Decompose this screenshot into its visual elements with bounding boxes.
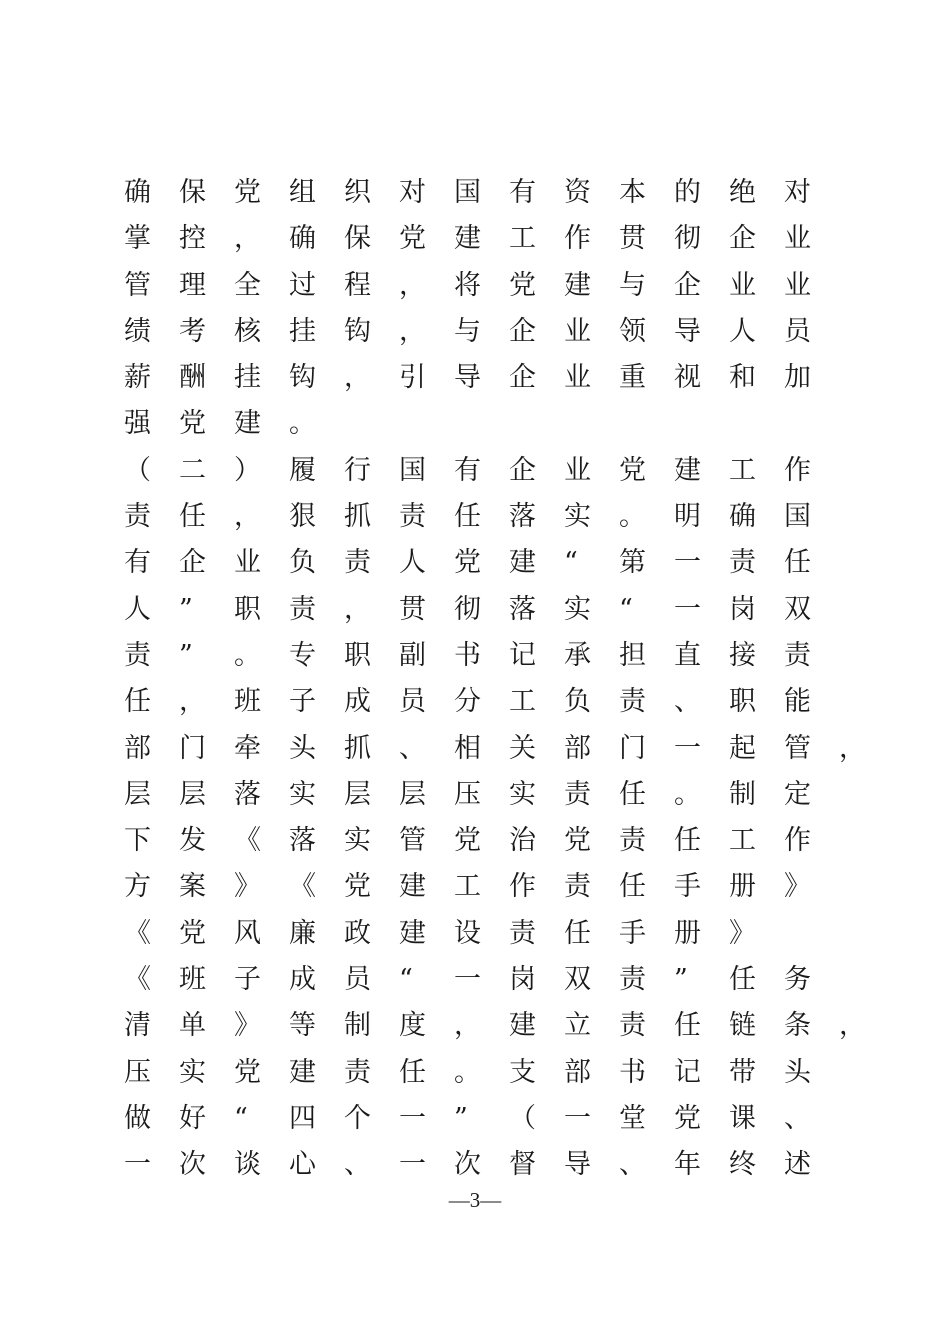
text-line: 《 党 风 廉 政 建 设 责 任 手 册 》 xyxy=(124,917,756,949)
page-number: —3— xyxy=(448,1188,502,1212)
text-line: 薪 酬 挂 钩 ， 引 导 企 业 重 视 和 加 xyxy=(124,362,811,394)
body-text xyxy=(124,170,866,1189)
text-line: （ 二 ） 履 行 国 有 企 业 党 建 工 作 xyxy=(124,454,811,486)
text-line: 强 党 建 。 xyxy=(124,408,316,440)
text-line: 部 门 牵 头 抓 、 相 关 部 门 一 起 管 ， xyxy=(124,732,866,764)
text-line: 下 发 《 落 实 管 党 治 党 责 任 工 作 xyxy=(124,825,811,857)
text-line: 责 任 ， 狠 抓 责 任 落 实 。 明 确 国 xyxy=(124,501,811,533)
text-line: 有 企 业 负 责 人 党 建 “ 第 一 责 任 xyxy=(124,547,811,579)
text-line: 压 实 党 建 责 任 。 支 部 书 记 带 头 xyxy=(124,1056,811,1088)
text-line: 一 次 谈 心 、 一 次 督 导 、 年 终 述 xyxy=(124,1149,811,1181)
text-line: 掌 控 ， 确 保 党 建 工 作 贯 彻 企 业 xyxy=(124,223,811,255)
text-line: 人 ” 职 责 ， 贯 彻 落 实 “ 一 岗 双 xyxy=(124,593,811,625)
text-line: 责 ” 。 专 职 副 书 记 承 担 直 接 责 xyxy=(124,639,811,671)
text-line: 方 案 》 《 党 建 工 作 责 任 手 册 》 xyxy=(124,871,811,903)
text-line: 《 班 子 成 员 “ 一 岗 双 责 ” 任 务 xyxy=(124,964,811,996)
text-line: 管 理 全 过 程 ， 将 党 建 与 企 业 业 xyxy=(124,269,811,301)
text-line: 做 好 “ 四 个 一 ” （ 一 堂 党 课 、 xyxy=(124,1102,811,1134)
text-line: 清 单 》 等 制 度 ， 建 立 责 任 链 条 ， xyxy=(124,1010,866,1042)
text-line: 绩 考 核 挂 钩 ， 与 企 业 领 导 人 员 xyxy=(124,315,811,347)
text-line: 任 ， 班 子 成 员 分 工 负 责 、 职 能 xyxy=(124,686,811,718)
text-line: 确 保 党 组 织 对 国 有 资 本 的 绝 对 xyxy=(124,177,811,208)
text-line: 层 层 落 实 层 层 压 实 责 任 。 制 定 xyxy=(124,778,811,810)
